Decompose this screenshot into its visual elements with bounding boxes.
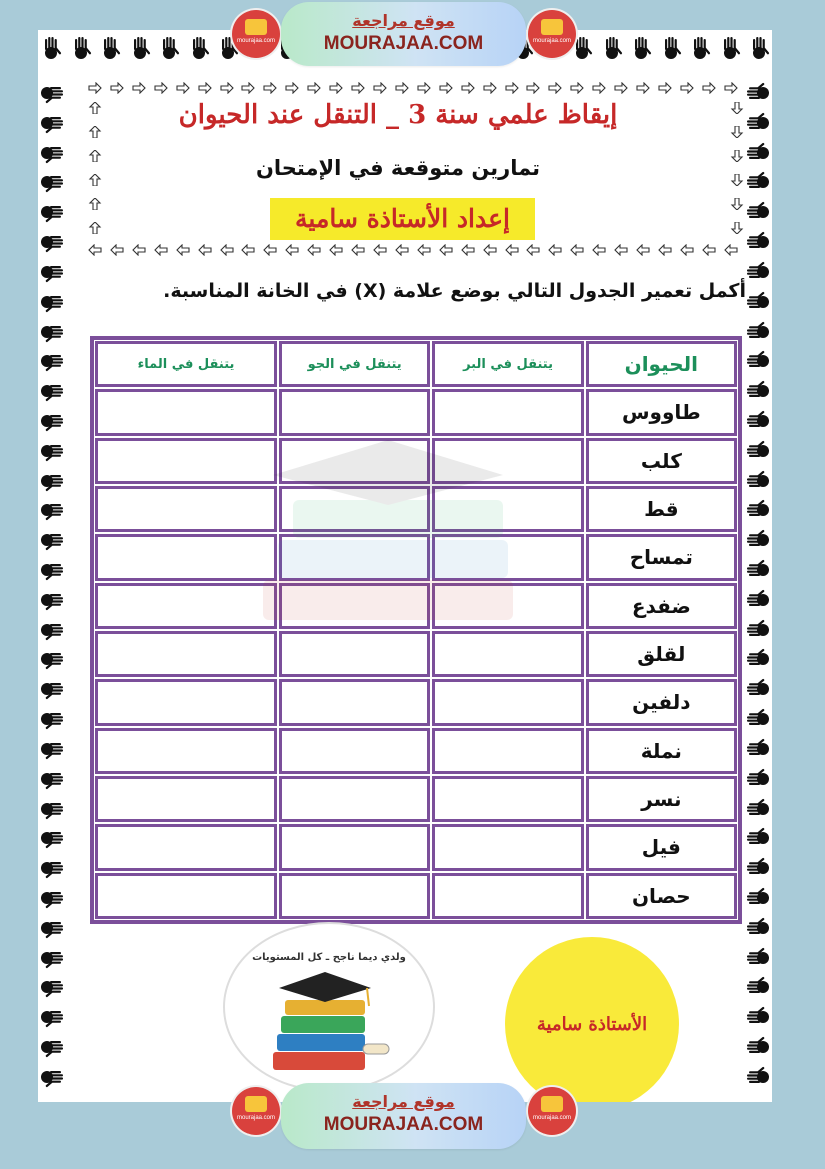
arrow-icon — [483, 244, 497, 256]
hand-icon — [38, 1034, 64, 1060]
hand-icon — [746, 408, 772, 434]
answer-cell-water[interactable] — [95, 486, 277, 532]
arrow-icon — [132, 244, 146, 256]
arrow-icon — [658, 82, 672, 94]
answer-cell-air[interactable] — [279, 824, 430, 870]
arrow-border-right — [730, 102, 744, 234]
hand-icon — [628, 36, 654, 62]
arrow-icon — [154, 244, 168, 256]
hand-icon — [746, 1004, 772, 1030]
hand-icon — [38, 110, 64, 136]
hand-icon — [38, 617, 64, 643]
arrow-icon — [88, 174, 102, 186]
hand-icon — [746, 766, 772, 792]
answer-cell-air[interactable] — [279, 389, 430, 435]
arrow-icon — [730, 150, 744, 162]
hand-icon — [38, 140, 64, 166]
arrow-icon — [636, 244, 650, 256]
arrow-icon — [373, 244, 387, 256]
mourajaa-logo-icon: mourajaa.com — [232, 10, 280, 58]
answer-cell-land[interactable] — [432, 534, 583, 580]
hand-icon — [38, 885, 64, 911]
answer-cell-land[interactable] — [432, 824, 583, 870]
arrow-icon — [417, 244, 431, 256]
hand-icon — [746, 527, 772, 553]
arrow-icon — [614, 82, 628, 94]
arrow-icon — [329, 82, 343, 94]
table-header-animal: الحيوان — [586, 341, 737, 387]
animal-name-cell: تمساح — [586, 534, 737, 580]
arrow-icon — [132, 82, 146, 94]
arrow-icon — [329, 244, 343, 256]
hand-icon — [38, 1004, 64, 1030]
page-subtitle: تمارين متوقعة في الإمتحان — [255, 156, 541, 180]
hand-icon — [38, 319, 64, 345]
logo-caption: ولدي ديما ناجح ـ كل المستويات — [252, 952, 406, 963]
left-hand-border — [38, 80, 64, 1090]
arrow-icon — [417, 82, 431, 94]
hand-icon — [746, 1064, 772, 1090]
site-banner-bottom[interactable] — [281, 1083, 526, 1149]
arrow-icon — [154, 82, 168, 94]
hand-icon — [38, 199, 64, 225]
arrow-icon — [680, 82, 694, 94]
school-logo — [223, 922, 435, 1092]
hand-icon — [746, 945, 772, 971]
answer-cell-land[interactable] — [432, 486, 583, 532]
hand-icon — [38, 438, 64, 464]
arrow-icon — [730, 126, 744, 138]
hand-icon — [746, 855, 772, 881]
arrow-icon — [285, 244, 299, 256]
hand-icon — [746, 199, 772, 225]
hand-icon — [38, 289, 64, 315]
hand-icon — [38, 796, 64, 822]
answer-cell-land[interactable] — [432, 776, 583, 822]
arrow-icon — [680, 244, 694, 256]
answer-cell-air[interactable] — [279, 486, 430, 532]
answer-cell-land[interactable] — [432, 583, 583, 629]
arrow-icon — [526, 82, 540, 94]
answer-cell-land[interactable] — [432, 631, 583, 677]
hand-icon — [658, 36, 684, 62]
hand-icon — [38, 915, 64, 941]
arrow-icon — [241, 244, 255, 256]
hand-icon — [38, 855, 64, 881]
hand-icon — [68, 36, 94, 62]
hand-icon — [38, 825, 64, 851]
arrow-icon — [592, 244, 606, 256]
hand-icon — [746, 915, 772, 941]
arrow-icon — [220, 82, 234, 94]
hand-icon — [38, 468, 64, 494]
answer-cell-air[interactable] — [279, 873, 430, 919]
arrow-icon — [570, 244, 584, 256]
hand-icon — [746, 676, 772, 702]
hand-icon — [38, 1064, 64, 1090]
answer-cell-air[interactable] — [279, 728, 430, 774]
animal-name-cell: نسر — [586, 776, 737, 822]
arrow-icon — [176, 82, 190, 94]
arrow-icon — [592, 82, 606, 94]
arrow-icon — [263, 244, 277, 256]
hand-icon — [746, 1034, 772, 1060]
answer-cell-water[interactable] — [95, 389, 277, 435]
hand-icon — [746, 319, 772, 345]
arrow-icon — [88, 198, 102, 210]
hand-icon — [746, 646, 772, 672]
animal-movement-table — [90, 336, 742, 924]
arrow-border-top — [88, 82, 738, 94]
worksheet-page — [38, 30, 772, 1102]
hand-icon — [746, 80, 772, 106]
graduation-cap-icon — [279, 972, 371, 1002]
table-header-land: يتنقل في البر — [432, 341, 583, 387]
hand-icon — [156, 36, 182, 62]
animal-name-cell: حصان — [586, 873, 737, 919]
arrow-icon — [88, 150, 102, 162]
hand-icon — [38, 676, 64, 702]
arrow-icon — [724, 82, 738, 94]
hand-icon — [746, 885, 772, 911]
answer-cell-air[interactable] — [279, 583, 430, 629]
arrow-icon — [285, 82, 299, 94]
hand-icon — [746, 140, 772, 166]
hand-icon — [746, 497, 772, 523]
arrow-icon — [88, 244, 102, 256]
answer-cell-land[interactable] — [432, 873, 583, 919]
hand-icon — [746, 36, 772, 62]
hand-icon — [746, 796, 772, 822]
arrow-icon — [110, 82, 124, 94]
teacher-name: الأستاذة سامية — [536, 1013, 648, 1035]
animal-name-cell: دلفين — [586, 679, 737, 725]
hand-icon — [746, 974, 772, 1000]
answer-cell-air[interactable] — [279, 679, 430, 725]
arrow-icon — [439, 82, 453, 94]
arrow-icon — [505, 82, 519, 94]
hand-icon — [746, 587, 772, 613]
arrow-icon — [198, 244, 212, 256]
table-header-water: يتنقل في الماء — [95, 341, 277, 387]
arrow-icon — [724, 244, 738, 256]
mourajaa-logo-icon: mourajaa.com — [528, 10, 576, 58]
author-label: إعداد الأستاذة سامية — [270, 198, 535, 240]
arrow-icon — [198, 82, 212, 94]
hand-icon — [746, 438, 772, 464]
book-stack-icon — [263, 970, 393, 1080]
animal-name-cell: لقلق — [586, 631, 737, 677]
hand-icon — [38, 259, 64, 285]
answer-cell-water[interactable] — [95, 728, 277, 774]
table-header-air: يتنقل في الجو — [279, 341, 430, 387]
answer-cell-land[interactable] — [432, 389, 583, 435]
hand-icon — [746, 169, 772, 195]
arrow-icon — [526, 244, 540, 256]
answer-cell-water[interactable] — [95, 776, 277, 822]
hand-icon — [186, 36, 212, 62]
page-title: إيقاظ علمي سنة 3 _ التنقل عند الحيوان — [178, 100, 618, 130]
arrow-icon — [483, 82, 497, 94]
hand-icon — [38, 169, 64, 195]
exercise-instruction: أكمل تعمير الجدول التالي بوضع علامة (X) في الخانة المناسبة. — [163, 280, 746, 302]
arrow-icon — [307, 82, 321, 94]
banner-domain[interactable]: MOURAJAA.COM — [323, 1114, 484, 1135]
answer-cell-land[interactable] — [432, 728, 583, 774]
arrow-icon — [88, 126, 102, 138]
hand-icon — [746, 229, 772, 255]
teacher-signature-circle — [505, 937, 679, 1102]
arrow-icon — [730, 198, 744, 210]
hand-icon — [38, 408, 64, 434]
answer-cell-water[interactable] — [95, 631, 277, 677]
arrow-border-left — [88, 102, 102, 234]
hand-icon — [746, 110, 772, 136]
hand-icon — [38, 229, 64, 255]
arrow-icon — [263, 82, 277, 94]
animal-name-cell: ضفدع — [586, 583, 737, 629]
arrow-icon — [220, 244, 234, 256]
banner-arabic-link[interactable]: موقع مراجعة — [352, 11, 455, 30]
arrow-border-bottom — [88, 244, 738, 256]
mourajaa-logo-icon: mourajaa.com — [528, 1087, 576, 1135]
hand-icon — [746, 617, 772, 643]
answer-cell-water[interactable] — [95, 534, 277, 580]
arrow-icon — [570, 82, 584, 94]
arrow-icon — [395, 82, 409, 94]
site-banner-top[interactable] — [281, 2, 526, 66]
hand-icon — [38, 736, 64, 762]
arrow-icon — [88, 222, 102, 234]
hand-icon — [97, 36, 123, 62]
answer-cell-water[interactable] — [95, 679, 277, 725]
arrow-icon — [730, 174, 744, 186]
arrow-icon — [373, 82, 387, 94]
hand-icon — [746, 289, 772, 315]
answer-cell-air[interactable] — [279, 631, 430, 677]
hand-icon — [38, 527, 64, 553]
arrow-icon — [548, 244, 562, 256]
arrow-icon — [614, 244, 628, 256]
answer-cell-land[interactable] — [432, 438, 583, 484]
animal-name-cell: قط — [586, 486, 737, 532]
hand-icon — [38, 766, 64, 792]
hand-icon — [746, 378, 772, 404]
arrow-icon — [88, 102, 102, 114]
hand-icon — [717, 36, 743, 62]
hand-icon — [38, 706, 64, 732]
hand-icon — [746, 468, 772, 494]
arrow-icon — [636, 82, 650, 94]
right-hand-border — [746, 80, 772, 1090]
arrow-icon — [461, 244, 475, 256]
hand-icon — [38, 497, 64, 523]
mourajaa-logo-icon: mourajaa.com — [232, 1087, 280, 1135]
arrow-icon — [176, 244, 190, 256]
arrow-icon — [351, 82, 365, 94]
answer-cell-land[interactable] — [432, 679, 583, 725]
arrow-icon — [351, 244, 365, 256]
banner-arabic-link[interactable]: موقع مراجعة — [352, 1092, 455, 1111]
hand-icon — [687, 36, 713, 62]
arrow-icon — [241, 82, 255, 94]
arrow-icon — [702, 244, 716, 256]
arrow-icon — [658, 244, 672, 256]
answer-cell-air[interactable] — [279, 776, 430, 822]
hand-icon — [38, 945, 64, 971]
arrow-icon — [702, 82, 716, 94]
arrow-icon — [730, 102, 744, 114]
animal-name-cell: فيل — [586, 824, 737, 870]
answer-cell-water[interactable] — [95, 583, 277, 629]
hand-icon — [38, 80, 64, 106]
hand-icon — [38, 348, 64, 374]
hand-icon — [127, 36, 153, 62]
hand-icon — [38, 646, 64, 672]
animal-name-cell: كلب — [586, 438, 737, 484]
answer-cell-water[interactable] — [95, 824, 277, 870]
arrow-icon — [461, 82, 475, 94]
arrow-icon — [307, 244, 321, 256]
hand-icon — [599, 36, 625, 62]
arrow-icon — [88, 82, 102, 94]
hand-icon — [746, 557, 772, 583]
hand-icon — [746, 348, 772, 374]
arrow-icon — [110, 244, 124, 256]
animal-name-cell: طاووس — [586, 389, 737, 435]
hand-icon — [38, 36, 64, 62]
arrow-icon — [439, 244, 453, 256]
arrow-icon — [730, 222, 744, 234]
hand-icon — [38, 974, 64, 1000]
animal-name-cell: نملة — [586, 728, 737, 774]
answer-cell-air[interactable] — [279, 534, 430, 580]
answer-cell-water[interactable] — [95, 873, 277, 919]
hand-icon — [38, 378, 64, 404]
answer-cell-air[interactable] — [279, 438, 430, 484]
hand-icon — [38, 587, 64, 613]
answer-cell-water[interactable] — [95, 438, 277, 484]
arrow-icon — [395, 244, 409, 256]
hand-icon — [746, 259, 772, 285]
hand-icon — [746, 825, 772, 851]
arrow-icon — [548, 82, 562, 94]
arrow-icon — [505, 244, 519, 256]
hand-icon — [746, 736, 772, 762]
banner-domain[interactable]: MOURAJAA.COM — [323, 33, 484, 54]
hand-icon — [38, 557, 64, 583]
hand-icon — [746, 706, 772, 732]
